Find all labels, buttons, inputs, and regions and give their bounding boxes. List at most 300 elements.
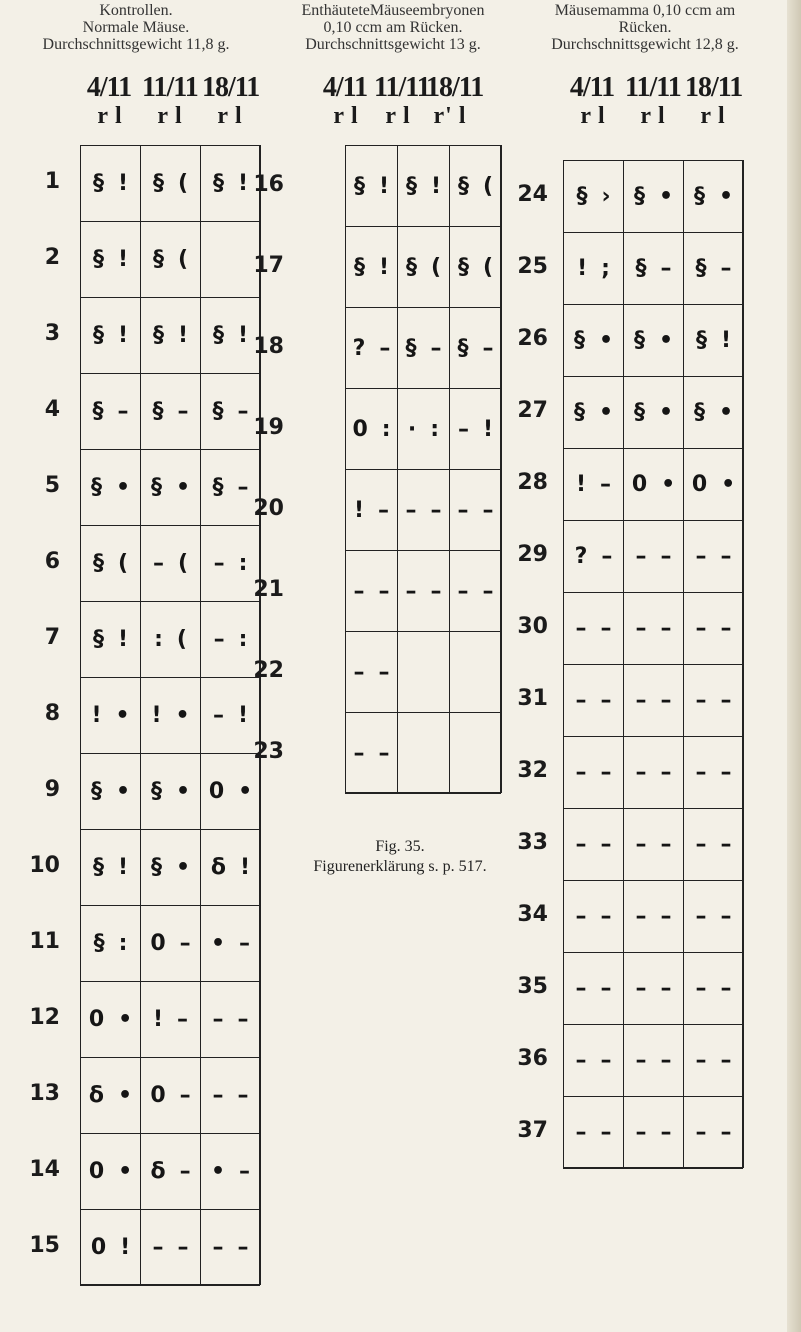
table-cell [683,1024,743,1096]
mark-left: – [660,760,672,785]
side-label: r [385,103,397,129]
table-cell [140,905,200,981]
mark-left: • [598,400,614,425]
table-cell [623,592,683,664]
table-cell [140,753,200,829]
mark-right: – [405,578,417,604]
table-cell [623,160,683,232]
mark-right: – [457,416,469,442]
mark-right: δ [150,1159,166,1184]
table-cell [623,376,683,448]
grid-bottom-border [345,792,501,794]
mark-left: – [600,616,612,641]
table-cell [683,880,743,952]
table-cell [683,664,743,736]
side-label: r' [433,103,453,129]
time-fractions [565,72,743,104]
side-labels [567,103,739,130]
mark-right: · [407,416,417,442]
side-pair [204,103,256,130]
figure-caption [280,837,520,877]
side-pair [376,103,420,130]
table-cell [345,226,397,307]
row-number: 27 [517,398,548,423]
grid-bottom-border [80,1284,260,1286]
mark-right: – [695,688,707,713]
mark-left: – [660,976,672,1001]
table-cell [140,981,200,1057]
mark-left: • [175,779,191,804]
row-number: 26 [517,326,548,351]
table-cell [345,307,397,388]
mark-left: ( [117,551,129,576]
mark-right: – [575,616,587,641]
mark-right: – [635,1048,647,1073]
mark-left: ( [482,254,494,280]
mark-right: § [695,328,707,353]
table-cell [80,449,140,525]
mark-right: ! [151,703,162,728]
mark-right: – [212,1083,224,1108]
mark-right: – [575,1120,587,1145]
table-cell [623,880,683,952]
table-cell [80,145,140,221]
table-cell [623,1096,683,1168]
mark-left: ! [117,171,129,196]
table-cell [397,145,449,226]
mark-right: § [212,399,224,424]
row-number: 23 [253,738,284,764]
table-cell [563,520,623,592]
mark-left: ! [237,703,249,728]
mark-left: – [179,1083,191,1108]
table-cell [623,232,683,304]
mark-right: 0 [88,1159,105,1184]
table-cell [200,145,260,221]
mark-right: – [575,976,587,1001]
mark-left: ! [237,323,249,348]
mark-left: – [720,616,732,641]
mark-right: – [457,497,469,523]
mark-left: • [175,855,191,880]
side-label: r [640,103,652,129]
mark-right: § [152,323,164,348]
table-cell [563,880,623,952]
mark-right: § [152,247,164,272]
mark-left: – [720,976,732,1001]
side-pair [687,103,739,130]
mark-right: § [693,400,705,425]
mark-left: • [658,400,674,425]
mark-left: › [601,184,611,209]
row-number: 18 [253,333,284,359]
mark-right: § [457,254,469,280]
mark-right: – [695,976,707,1001]
mark-right: – [635,832,647,857]
mark-left: – [379,335,391,361]
mark-left: • [658,328,674,353]
mark-right: § [695,256,707,281]
table-cell [563,160,623,232]
table-cell [345,631,397,712]
side-label: l [350,103,359,129]
table-cell [563,952,623,1024]
mark-right: § [212,171,224,196]
table-cell [80,297,140,373]
table-cell [683,448,743,520]
mark-left: – [660,616,672,641]
time-fraction: 4/11 [86,72,132,103]
mark-left: – [378,740,390,766]
mark-right: 0 [352,416,368,442]
mark-right: – [353,578,365,604]
mark-right: – [695,1048,707,1073]
mark-left: – [601,544,613,569]
row-number: 5 [44,473,60,498]
mark-left: ( [430,254,442,280]
mark-right: – [353,740,365,766]
row-number: 20 [253,495,284,521]
mark-right: – [695,832,707,857]
mark-right: § [92,171,104,196]
side-pair [144,103,196,130]
mark-left: – [600,1120,612,1145]
table-cell [623,808,683,880]
mark-left: – [177,1235,189,1260]
mark-left: – [660,904,672,929]
table-cell [200,1209,260,1285]
row-number: 19 [253,414,284,440]
mark-right: § [353,173,365,199]
row-number: 29 [517,542,548,567]
mark-right: – [695,616,707,641]
side-label: r [580,103,592,129]
mark-right: 0 [691,472,708,497]
mark-right: ! [577,256,588,281]
mark-left: – [720,1048,732,1073]
side-pair [627,103,679,130]
mark-left: – [482,497,494,523]
side-pair [567,103,619,130]
mark-right: § [457,335,469,361]
mark-left: • [115,475,131,500]
mark-left: ! [240,855,251,880]
mark-left: • [115,779,131,804]
mark-right: § [92,855,104,880]
mark-left: – [378,578,390,604]
grid-bottom-border [563,1167,743,1169]
row-number: 2 [44,245,60,270]
mark-left: ! [378,173,390,199]
group-heading [505,2,785,53]
side-label: l [717,103,726,129]
table-cell [683,952,743,1024]
mark-right: 0 [631,472,648,497]
mark-left: – [239,1159,251,1184]
mark-right: § [405,335,417,361]
mark-left: – [117,399,129,424]
row-number: 21 [253,576,284,602]
mark-left: ! [430,173,442,199]
table-cell [200,829,260,905]
mark-right: – [213,627,225,652]
table-cell [563,736,623,808]
mark-left: – [660,544,672,569]
table-cell [683,160,743,232]
mark-right: δ [210,855,227,880]
mark-left: – [660,688,672,713]
mark-left: – [179,1159,191,1184]
time-fractions [82,72,260,104]
side-label: r [700,103,712,129]
mark-left: • [115,703,130,728]
mark-left: – [378,497,390,523]
mark-left: • [721,472,736,497]
mark-right: – [212,703,224,728]
side-pair [428,103,472,130]
mark-left: • [598,328,614,353]
mark-right: • [210,931,226,956]
row-number: 7 [44,625,60,650]
mark-right: § [573,328,585,353]
table-cell [140,221,200,297]
mark-left: ! [482,416,494,442]
mark-left: ! [237,171,249,196]
mark-right: § [405,173,417,199]
mark-right: – [635,976,647,1001]
mark-left: • [661,472,676,497]
mark-right: – [635,544,647,569]
side-label: r [217,103,229,129]
mark-left: – [660,832,672,857]
table-cell [200,1133,260,1209]
table-cell [563,592,623,664]
mark-left: – [430,578,442,604]
mark-right: – [635,688,647,713]
mark-left: – [177,1007,189,1032]
mark-right: – [353,659,365,685]
table-cell [80,905,140,981]
table-cell [80,981,140,1057]
table-cell [563,808,623,880]
row-number: 34 [517,902,548,927]
mark-right: – [575,832,587,857]
mark-left: – [237,475,249,500]
table-cell [200,1057,260,1133]
mark-right: § [93,931,105,956]
mark-right: § [90,779,102,804]
time-fraction: 18/11 [202,72,260,103]
mark-left: – [600,904,612,929]
mark-right: – [575,760,587,785]
mark-right: – [405,497,417,523]
row-number: 10 [29,853,60,878]
mark-left: – [600,976,612,1001]
heading-line: Normale Mäuse. [82,19,190,36]
table-cell [80,1133,140,1209]
table-cell [563,376,623,448]
side-label: l [458,103,467,129]
mark-right: ! [353,497,365,523]
heading-line: 0,10 ccm am Rücken. [323,19,463,36]
side-label: l [597,103,606,129]
table-cell [397,226,449,307]
row-number: 35 [517,974,548,999]
mark-left: – [600,760,612,785]
mark-right: ! [91,703,102,728]
row-number: 31 [517,686,548,711]
mark-right: – [635,904,647,929]
mark-right: § [92,399,104,424]
mark-left: – [237,1083,249,1108]
table-cell [623,448,683,520]
table-cell [683,736,743,808]
mark-left: – [660,256,672,281]
row-number: 4 [44,397,60,422]
mark-left: ( [176,627,187,652]
table-cell [200,981,260,1057]
row-number: 30 [517,614,548,639]
table-cell [623,736,683,808]
time-fraction: 18/11 [685,72,743,103]
mark-left: : [430,416,440,442]
side-label: l [402,103,411,129]
table-cell [200,449,260,525]
mark-right: – [635,616,647,641]
mark-left: – [660,1048,672,1073]
mark-left: – [720,832,732,857]
mark-right: 0 [150,931,166,956]
mark-right: ? [352,335,366,361]
mark-right: – [695,760,707,785]
mark-left: ! [120,1235,131,1260]
row-number: 24 [517,182,548,207]
table-cell [563,232,623,304]
table-cell [200,677,260,753]
mark-right: § [576,184,588,209]
side-label: l [657,103,666,129]
page-edge [787,0,801,1332]
mark-left: : [118,931,128,956]
mark-left: – [179,931,191,956]
mark-right: ! [575,472,587,497]
grid-right-border [259,145,261,1285]
mark-left: – [482,335,494,361]
mark-left: ! [117,855,129,880]
mark-left: – [430,335,442,361]
row-number: 9 [44,777,60,802]
mark-left: – [430,497,442,523]
mark-right: – [457,578,469,604]
side-label: r [97,103,109,129]
mark-right: § [573,400,585,425]
heading-line: EnthäutetеMäuseembryonen [301,2,485,19]
mark-right: – [152,551,164,576]
mark-right: – [575,904,587,929]
table-cell [623,952,683,1024]
table-cell [623,304,683,376]
mark-left: ( [177,551,189,576]
table-cell [200,905,260,981]
table-cell [200,297,260,373]
table-cell [140,829,200,905]
table-cell [80,829,140,905]
time-fraction: 18/11 [426,72,484,103]
row-number: 12 [29,1005,60,1030]
mark-right: § [150,475,162,500]
table-cell [140,601,200,677]
mark-left: – [237,1235,249,1260]
mark-right: ! [152,1007,164,1032]
mark-right: § [633,400,645,425]
table-cell [683,232,743,304]
time-fraction: 11/11 [142,72,198,103]
time-fractions [322,72,484,104]
mark-left: ! [117,627,129,652]
table-cell [200,601,260,677]
table-cell [80,753,140,829]
table-cell [140,145,200,221]
table-cell [623,520,683,592]
time-fraction: 11/11 [374,72,430,103]
row-number: 17 [253,252,284,278]
table-cell [397,388,449,469]
side-labels [84,103,256,130]
mark-right: 0 [208,779,225,804]
mark-left: – [720,256,732,281]
table-cell [563,664,623,736]
figure-legend-note: Figurenerklärung s. p. 517. [313,858,487,875]
table-cell [200,373,260,449]
mark-right: § [633,184,645,209]
time-fraction: 4/11 [569,72,615,103]
mark-left: • [238,779,253,804]
mark-left: – [600,832,612,857]
table-cell [563,1024,623,1096]
mark-right: § [212,323,224,348]
mark-right: – [635,760,647,785]
row-number: 22 [253,657,284,683]
row-number: 25 [517,254,548,279]
mark-left: • [118,1007,133,1032]
table-cell [80,1057,140,1133]
mark-left: ( [177,247,189,272]
mark-left: : [238,627,248,652]
mark-left: – [720,904,732,929]
side-label: r [157,103,169,129]
side-label: l [114,103,123,129]
table-cell [397,712,449,793]
table-cell [683,520,743,592]
mark-right: § [150,779,162,804]
mark-left: – [600,688,612,713]
mark-left: • [658,184,674,209]
group-heading [262,2,524,53]
table-cell [200,753,260,829]
mark-right: 0 [90,1235,107,1260]
mark-left: – [720,688,732,713]
heading-line: Rücken. [618,19,672,36]
mark-right: § [92,247,104,272]
table-cell [563,1096,623,1168]
time-fraction: 11/11 [625,72,681,103]
mark-right: § [150,855,162,880]
table-cell [397,469,449,550]
group-heading [0,2,272,53]
mark-right: § [152,399,164,424]
mark-right: – [152,1235,164,1260]
table-cell [140,373,200,449]
